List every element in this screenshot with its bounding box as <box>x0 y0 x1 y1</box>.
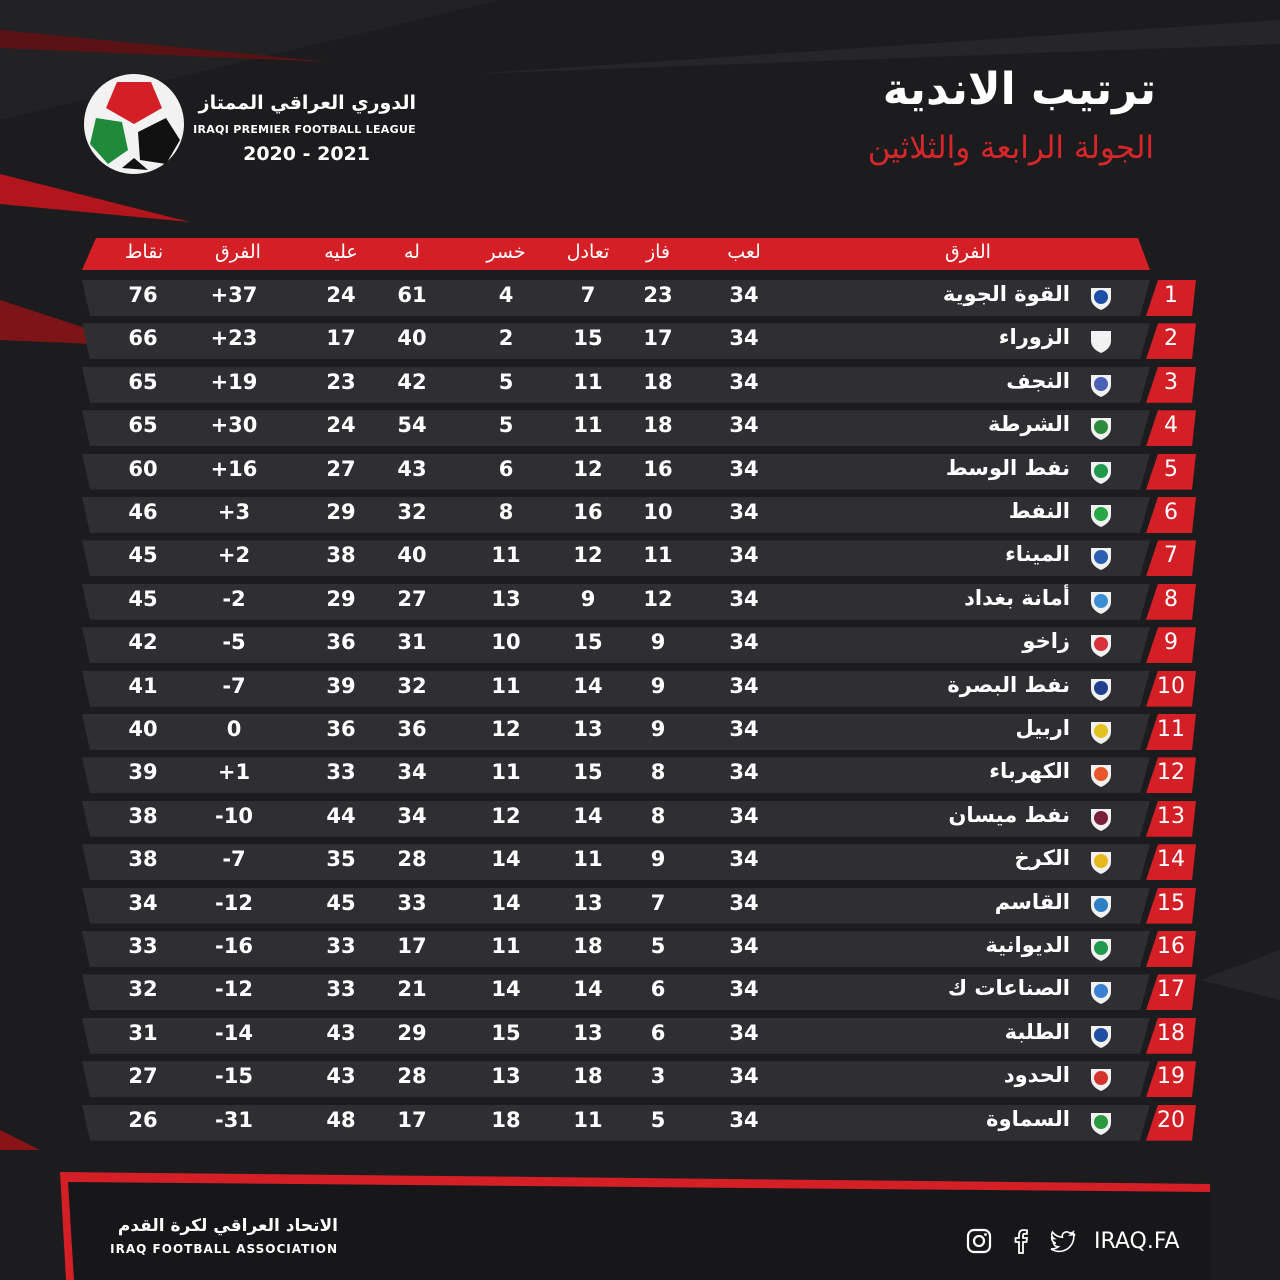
goals-for-cell: 42 <box>397 369 427 394</box>
goal-diff-cell: -16 <box>215 934 253 958</box>
goals-against-cell: 33 <box>326 977 356 1002</box>
goals-for-cell: 40 <box>397 543 427 568</box>
won-cell: 9 <box>650 673 666 698</box>
drawn-cell: 16 <box>573 500 603 524</box>
lost-cell: 14 <box>491 890 521 915</box>
won-cell: 9 <box>650 847 666 872</box>
rank-number: 20 <box>1157 1107 1185 1133</box>
points-cell: 60 <box>128 456 158 481</box>
table-row <box>82 888 1196 924</box>
points-cell: 38 <box>128 803 158 828</box>
points-cell: 33 <box>128 934 158 958</box>
points-cell: 65 <box>128 413 158 438</box>
team-logo-icon <box>1088 893 1114 919</box>
won-cell: 9 <box>650 717 666 741</box>
team-name: النفط <box>1008 499 1070 523</box>
team-name: زاخو <box>1022 629 1070 654</box>
points-cell: 26 <box>128 1107 158 1132</box>
rank-number: 17 <box>1157 977 1185 1003</box>
rank-number: 14 <box>1157 847 1185 873</box>
team-name: الميناء <box>1005 542 1070 567</box>
lost-cell: 18 <box>491 1107 521 1132</box>
points-cell: 40 <box>128 717 158 741</box>
team-logo-icon <box>1088 1110 1114 1136</box>
league-logo <box>82 72 186 176</box>
drawn-cell: 18 <box>573 1064 603 1089</box>
lost-cell: 5 <box>498 369 514 394</box>
association-name-arabic: الاتحاد العراقي لكرة القدم <box>117 1216 338 1236</box>
drawn-cell: 13 <box>573 890 603 915</box>
column-header-team: الفرق <box>945 241 991 263</box>
goals-for-cell: 21 <box>397 977 427 1002</box>
goal-diff-cell: -7 <box>222 847 246 872</box>
goal-diff-cell: -31 <box>215 1107 253 1132</box>
goal-diff-cell: -15 <box>215 1064 253 1089</box>
points-cell: 46 <box>128 500 158 524</box>
won-cell: 9 <box>650 630 666 655</box>
social-handle[interactable]: IRAQ.FA <box>1094 1229 1180 1254</box>
played-cell: 34 <box>729 760 759 785</box>
team-logo-icon <box>1088 502 1114 528</box>
instagram-icon[interactable] <box>966 1228 992 1254</box>
goals-for-cell: 32 <box>397 500 427 524</box>
goal-diff-cell: 0 <box>226 717 242 741</box>
goal-diff-cell: -5 <box>222 630 246 655</box>
column-header-goal-diff: الفرق <box>215 241 261 263</box>
lost-cell: 11 <box>491 760 521 785</box>
points-cell: 45 <box>128 586 158 611</box>
table-row <box>82 540 1196 576</box>
rank-number: 11 <box>1157 717 1185 742</box>
points-cell: 32 <box>128 977 158 1002</box>
league-name-arabic: الدوري العراقي الممتاز <box>198 92 416 114</box>
drawn-cell: 9 <box>580 586 596 611</box>
played-cell: 34 <box>729 673 759 698</box>
table-row <box>82 280 1196 316</box>
goals-against-cell: 27 <box>326 456 356 481</box>
won-cell: 6 <box>650 977 666 1002</box>
team-logo-icon <box>1088 979 1114 1005</box>
team-name: نفط البصرة <box>947 672 1070 697</box>
team-name: الطلبة <box>1004 1019 1070 1044</box>
goals-for-cell: 40 <box>397 326 427 351</box>
won-cell: 8 <box>650 803 666 828</box>
goals-for-cell: 33 <box>397 890 427 915</box>
lost-cell: 12 <box>491 717 521 741</box>
team-logo-icon <box>1088 806 1114 832</box>
lost-cell: 10 <box>491 630 521 655</box>
points-cell: 34 <box>128 890 158 915</box>
column-header-lost: خسر <box>486 241 526 263</box>
team-name: القاسم <box>994 889 1070 914</box>
rank-number: 3 <box>1164 369 1178 395</box>
won-cell: 5 <box>650 934 666 958</box>
team-name: السماوة <box>986 1106 1070 1131</box>
goals-for-cell: 36 <box>397 717 427 741</box>
won-cell: 6 <box>650 1020 666 1045</box>
table-row <box>82 584 1196 620</box>
goals-against-cell: 43 <box>326 1064 356 1089</box>
drawn-cell: 15 <box>573 326 603 351</box>
team-logo-icon <box>1088 415 1114 441</box>
table-row <box>82 714 1196 750</box>
lost-cell: 5 <box>498 413 514 438</box>
team-logo-icon <box>1088 719 1114 745</box>
drawn-cell: 15 <box>573 630 603 655</box>
table-row <box>82 454 1196 490</box>
points-cell: 31 <box>128 1020 158 1045</box>
goals-for-cell: 31 <box>397 630 427 655</box>
goals-for-cell: 61 <box>397 283 427 307</box>
team-name: اربيل <box>1015 716 1070 740</box>
goals-against-cell: 33 <box>326 934 356 958</box>
rank-number: 9 <box>1164 630 1178 656</box>
table-row <box>82 1018 1196 1054</box>
team-logo-icon <box>1088 762 1114 788</box>
drawn-cell: 12 <box>573 543 603 568</box>
team-logo-icon <box>1088 1023 1114 1049</box>
goals-against-cell: 48 <box>326 1107 356 1132</box>
lost-cell: 13 <box>491 586 521 611</box>
played-cell: 34 <box>729 413 759 438</box>
team-name: أمانة بغداد <box>964 585 1070 610</box>
won-cell: 7 <box>650 890 666 915</box>
table-row <box>82 410 1196 446</box>
table-row <box>82 497 1196 533</box>
team-name: الصناعات ك <box>947 976 1070 1001</box>
played-cell: 34 <box>729 543 759 568</box>
team-logo-icon <box>1088 328 1114 354</box>
goals-for-cell: 28 <box>397 1064 427 1089</box>
lost-cell: 8 <box>498 500 514 524</box>
goal-diff-cell: -14 <box>215 1020 253 1045</box>
played-cell: 34 <box>729 456 759 481</box>
won-cell: 5 <box>650 1107 666 1132</box>
won-cell: 17 <box>643 326 673 351</box>
lost-cell: 15 <box>491 1020 521 1045</box>
drawn-cell: 15 <box>573 760 603 785</box>
won-cell: 23 <box>643 283 673 307</box>
played-cell: 34 <box>729 803 759 828</box>
team-logo-icon <box>1088 285 1114 311</box>
points-cell: 41 <box>128 673 158 698</box>
drawn-cell: 7 <box>580 283 596 307</box>
points-cell: 42 <box>128 630 158 655</box>
column-header-goals-against: عليه <box>324 241 358 263</box>
table-row <box>82 931 1196 967</box>
drawn-cell: 11 <box>573 847 603 872</box>
rank-number: 12 <box>1157 760 1185 786</box>
goals-for-cell: 17 <box>397 934 427 958</box>
won-cell: 18 <box>643 413 673 438</box>
team-logo-icon <box>1088 849 1114 875</box>
points-cell: 76 <box>128 283 158 307</box>
lost-cell: 11 <box>491 673 521 698</box>
column-header-played: لعب <box>727 241 761 263</box>
played-cell: 34 <box>729 717 759 741</box>
lost-cell: 11 <box>491 543 521 568</box>
team-logo-icon <box>1088 459 1114 485</box>
goal-diff-cell: +2 <box>217 543 251 568</box>
column-header-drawn: تعادل <box>566 241 610 263</box>
rank-number: 13 <box>1157 803 1185 829</box>
table-header <box>82 238 1150 270</box>
lost-cell: 6 <box>498 456 514 481</box>
goal-diff-cell: +1 <box>217 760 251 785</box>
played-cell: 34 <box>729 630 759 655</box>
played-cell: 34 <box>729 890 759 915</box>
goals-against-cell: 38 <box>326 543 356 568</box>
team-name: نفط ميسان <box>948 802 1070 827</box>
rank-number: 6 <box>1164 500 1178 525</box>
team-logo-icon <box>1088 676 1114 702</box>
lost-cell: 11 <box>491 934 521 958</box>
drawn-cell: 13 <box>573 1020 603 1045</box>
team-name: القوة الجوية <box>942 282 1070 306</box>
played-cell: 34 <box>729 977 759 1002</box>
drawn-cell: 18 <box>573 934 603 958</box>
association-name-english: IRAQ FOOTBALL ASSOCIATION <box>110 1242 338 1256</box>
facebook-icon[interactable] <box>1008 1228 1034 1254</box>
team-logo-icon <box>1088 372 1114 398</box>
team-name: الكهرباء <box>989 759 1070 784</box>
points-cell: 65 <box>128 369 158 394</box>
goal-diff-cell: +37 <box>210 283 258 307</box>
lost-cell: 13 <box>491 1064 521 1089</box>
points-cell: 38 <box>128 847 158 872</box>
lost-cell: 14 <box>491 847 521 872</box>
won-cell: 16 <box>643 456 673 481</box>
played-cell: 34 <box>729 283 759 307</box>
goals-against-cell: 23 <box>326 369 356 394</box>
goals-for-cell: 28 <box>397 847 427 872</box>
goals-for-cell: 32 <box>397 673 427 698</box>
drawn-cell: 14 <box>573 673 603 698</box>
won-cell: 10 <box>643 500 673 524</box>
played-cell: 34 <box>729 934 759 958</box>
goals-against-cell: 43 <box>326 1020 356 1045</box>
goals-against-cell: 17 <box>326 326 356 351</box>
won-cell: 12 <box>643 586 673 611</box>
lost-cell: 4 <box>498 283 514 307</box>
drawn-cell: 11 <box>573 369 603 394</box>
drawn-cell: 13 <box>573 717 603 741</box>
goals-for-cell: 34 <box>397 803 427 828</box>
drawn-cell: 14 <box>573 803 603 828</box>
goal-diff-cell: -12 <box>215 977 253 1002</box>
rank-number: 10 <box>1157 673 1185 699</box>
table-row <box>82 367 1196 403</box>
drawn-cell: 11 <box>573 413 603 438</box>
points-cell: 45 <box>128 543 158 568</box>
won-cell: 18 <box>643 369 673 394</box>
table-row <box>82 974 1196 1010</box>
played-cell: 34 <box>729 1064 759 1089</box>
team-name: الحدود <box>1003 1063 1070 1088</box>
column-header-goals-for: له <box>404 241 420 263</box>
team-name: النجف <box>1006 368 1070 393</box>
table-row <box>82 1105 1196 1141</box>
team-name: الشرطة <box>987 412 1070 437</box>
goals-against-cell: 29 <box>326 586 356 611</box>
table-row <box>82 627 1196 663</box>
points-cell: 66 <box>128 326 158 351</box>
team-name: الزوراء <box>998 325 1070 350</box>
played-cell: 34 <box>729 1107 759 1132</box>
goal-diff-cell: -7 <box>222 673 246 698</box>
goals-for-cell: 34 <box>397 760 427 785</box>
team-logo-icon <box>1088 589 1114 615</box>
goal-diff-cell: +16 <box>210 456 258 481</box>
rank-number: 18 <box>1157 1020 1185 1046</box>
rank-number: 1 <box>1164 283 1178 308</box>
rank-number: 16 <box>1157 934 1185 959</box>
won-cell: 3 <box>650 1064 666 1089</box>
rank-number: 19 <box>1157 1064 1185 1090</box>
round-subtitle: الجولة الرابعة والثلاثين <box>867 130 1154 166</box>
played-cell: 34 <box>729 1020 759 1045</box>
team-name: نفط الوسط <box>945 455 1070 480</box>
team-logo-icon <box>1088 1066 1114 1092</box>
lost-cell: 2 <box>498 326 514 351</box>
page-title: ترتيب الاندية <box>882 64 1156 115</box>
drawn-cell: 11 <box>573 1107 603 1132</box>
league-season: 2020 - 2021 <box>243 143 370 165</box>
team-logo-icon <box>1088 632 1114 658</box>
goals-for-cell: 43 <box>397 456 427 481</box>
table-row <box>82 801 1196 837</box>
won-cell: 8 <box>650 760 666 785</box>
played-cell: 34 <box>729 369 759 394</box>
table-row <box>82 757 1196 793</box>
won-cell: 11 <box>643 543 673 568</box>
rank-number: 4 <box>1164 413 1178 439</box>
goals-for-cell: 27 <box>397 586 427 611</box>
goal-diff-cell: +30 <box>210 413 258 438</box>
table-row <box>82 671 1196 707</box>
lost-cell: 14 <box>491 977 521 1002</box>
league-name-english: IRAQI PREMIER FOOTBALL LEAGUE <box>193 123 416 136</box>
rank-number: 8 <box>1164 586 1178 612</box>
drawn-cell: 12 <box>573 456 603 481</box>
table-row <box>82 844 1196 880</box>
lost-cell: 12 <box>491 803 521 828</box>
goals-against-cell: 24 <box>326 413 356 438</box>
goals-for-cell: 17 <box>397 1107 427 1132</box>
goals-against-cell: 45 <box>326 890 356 915</box>
team-logo-icon <box>1088 545 1114 571</box>
rank-number: 5 <box>1164 456 1178 482</box>
twitter-icon[interactable] <box>1050 1228 1076 1254</box>
points-cell: 39 <box>128 760 158 785</box>
rank-number: 7 <box>1164 543 1178 569</box>
goals-against-cell: 35 <box>326 847 356 872</box>
goals-against-cell: 44 <box>326 803 356 828</box>
goals-against-cell: 29 <box>326 500 356 524</box>
goals-for-cell: 29 <box>397 1020 427 1045</box>
goal-diff-cell: +23 <box>210 326 258 351</box>
team-name: الديوانية <box>985 933 1070 957</box>
goal-diff-cell: +3 <box>217 500 251 524</box>
goal-diff-cell: -12 <box>215 890 253 915</box>
goals-against-cell: 36 <box>326 717 356 741</box>
goal-diff-cell: -2 <box>222 586 246 611</box>
goals-against-cell: 33 <box>326 760 356 785</box>
points-cell: 27 <box>128 1064 158 1089</box>
rank-number: 2 <box>1164 326 1178 352</box>
played-cell: 34 <box>729 847 759 872</box>
played-cell: 34 <box>729 326 759 351</box>
played-cell: 34 <box>729 500 759 524</box>
column-header-won: فاز <box>645 241 671 263</box>
team-logo-icon <box>1088 936 1114 962</box>
drawn-cell: 14 <box>573 977 603 1002</box>
goals-against-cell: 36 <box>326 630 356 655</box>
team-name: الكرخ <box>1014 846 1070 871</box>
table-row <box>82 1061 1196 1097</box>
column-header-points: نقاط <box>124 241 164 263</box>
goals-against-cell: 24 <box>326 283 356 307</box>
goal-diff-cell: -10 <box>215 803 253 828</box>
table-row <box>82 323 1196 359</box>
goal-diff-cell: +19 <box>210 369 258 394</box>
goals-for-cell: 54 <box>397 413 427 438</box>
rank-number: 15 <box>1157 890 1185 916</box>
goals-against-cell: 39 <box>326 673 356 698</box>
played-cell: 34 <box>729 586 759 611</box>
